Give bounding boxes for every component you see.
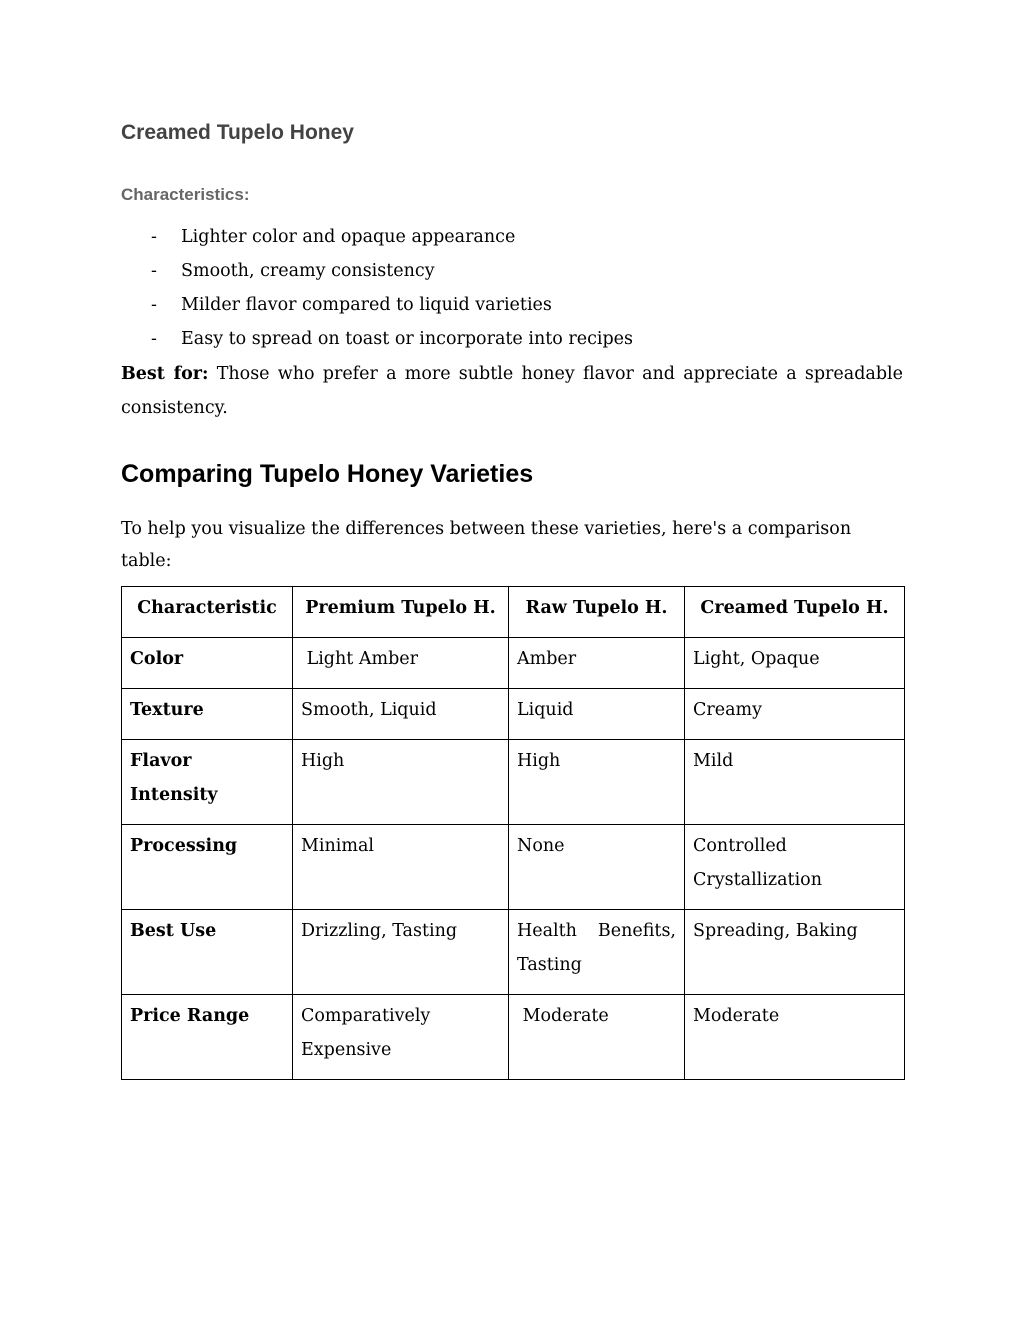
bullet-dash: - [151,227,157,247]
row-header: Price Range [122,995,293,1080]
table-cell: High [509,740,685,825]
table-cell: Comparatively Expensive [293,995,509,1080]
table-row [122,995,905,1080]
table-row [122,910,905,995]
list-item [121,254,903,288]
row-header: Best Use [122,910,293,995]
list-item [121,220,903,254]
table-cell: Spreading, Baking [685,910,905,995]
row-header: Color [122,638,293,689]
bullet-dash: - [151,295,157,315]
comparison-table [121,586,905,1080]
column-header-creamed: Creamed Tupelo H. [685,587,905,638]
row-header: Flavor Intensity [122,740,293,825]
table-cell: Light, Opaque [685,638,905,689]
section-title: Creamed Tupelo Honey [121,121,354,144]
table-cell: None [509,825,685,910]
table-cell: Liquid [509,689,685,740]
list-item-text: Smooth, creamy consistency [181,261,435,281]
table-cell: Drizzling, Tasting [293,910,509,995]
table-header-row [122,587,905,638]
comparison-intro: To help you visualize the differences between these varieties, here's a comparison table: [121,519,852,571]
best-for-text: Those who prefer a more subtle honey flavor and appreciate a spreadable consistency. [121,364,903,418]
table-cell: Creamy [685,689,905,740]
bullet-dash: - [151,261,157,281]
table-cell: Moderate [509,995,685,1080]
best-for-label: Best for: [121,364,209,384]
column-header-raw: Raw Tupelo H. [509,587,685,638]
table-cell: Smooth, Liquid [293,689,509,740]
column-header-characteristic: Characteristic [122,587,293,638]
bullet-dash: - [151,329,157,349]
table-cell: Minimal [293,825,509,910]
best-for-paragraph [121,357,903,425]
table-cell: Moderate [685,995,905,1080]
row-header: Processing [122,825,293,910]
list-item-text: Lighter color and opaque appearance [181,227,516,247]
list-item-text: Milder flavor compared to liquid varieties [181,295,552,315]
table-cell: Health Benefits, Tasting [509,910,685,995]
table-cell: Controlled Crystallization [685,825,905,910]
list-item [121,322,903,356]
table-row [122,689,905,740]
comparison-heading: Comparing Tupelo Honey Varieties [121,460,534,488]
list-item-text: Easy to spread on toast or incorporate into recipes [181,329,634,349]
table-row [122,825,905,910]
table-row [122,638,905,689]
characteristics-heading: Characteristics: [121,185,250,204]
characteristics-list [121,220,903,356]
table-cell: Amber [509,638,685,689]
list-item [121,288,903,322]
table-cell: Light Amber [293,638,509,689]
table-cell: High [293,740,509,825]
table-cell: Mild [685,740,905,825]
column-header-premium: Premium Tupelo H. [293,587,509,638]
table-row [122,740,905,825]
row-header: Texture [122,689,293,740]
